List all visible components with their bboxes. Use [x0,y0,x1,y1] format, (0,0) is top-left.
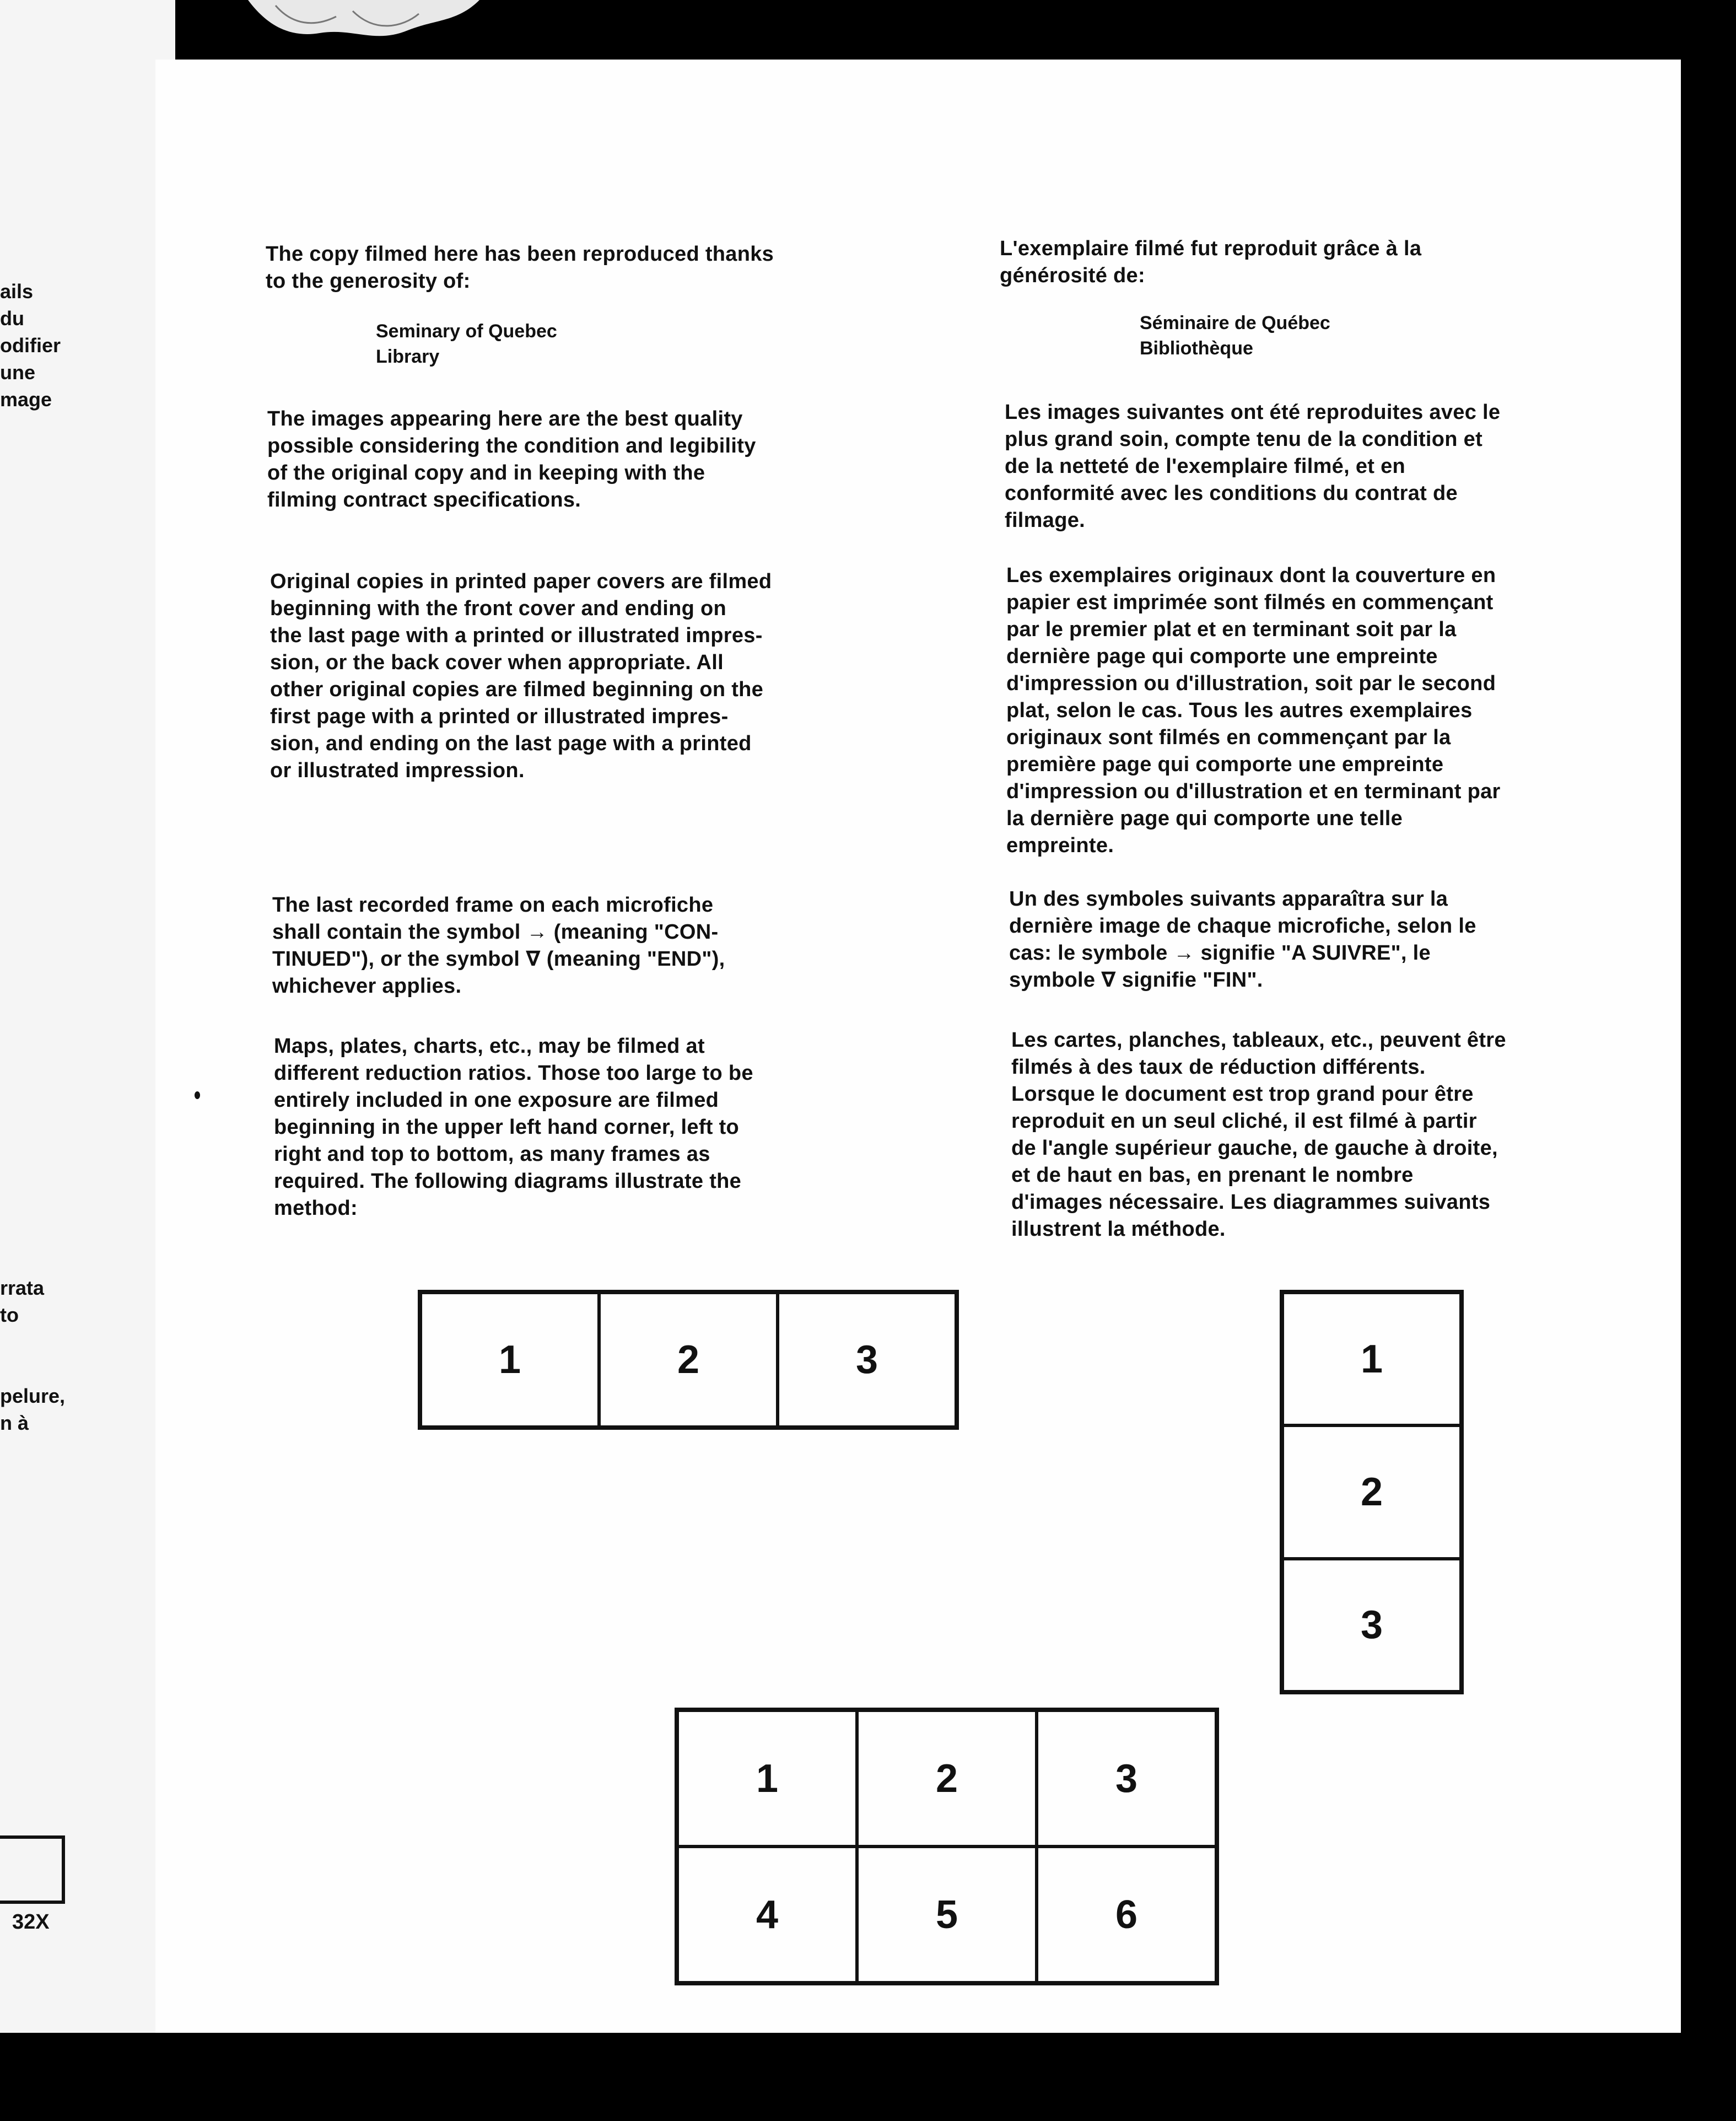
text-line: Les exemplaires originaux dont la couverture en [1006,564,1496,587]
text-line: originaux sont filmés en commençant par la [1006,726,1451,749]
text-line: d'impression ou d'illustration, soit par le second [1006,672,1496,695]
text-line: possible considering the condition and legibility [267,434,756,457]
frame-cell: 4 [677,1847,857,1983]
text-line: de la netteté de l'exemplaire filmé, et en [1005,455,1406,478]
text-line: plat, selon le cas. Tous les autres exemplaires [1006,699,1473,722]
reduction-box [0,1835,65,1904]
left-fragment: n à [0,1412,29,1434]
left-fragment: rrata [0,1277,45,1299]
text-line: Les images suivantes ont été reproduites avec le [1005,401,1501,424]
text-line: method: [274,1197,358,1220]
diagram-grid [675,1708,1219,1985]
text-line: reproduit en un seul cliché, il est filmé à partir [1011,1110,1477,1133]
text-line: first page with a printed or illustrated impres- [270,705,729,728]
frame-cell: 3 [1037,1710,1216,1847]
text-line: different reduction ratios. Those too large to be [274,1062,753,1085]
text-line: to the generosity of: [266,270,471,293]
text-line: empreinte. [1006,834,1114,857]
text-line: et de haut en bas, en prenant le nombre [1011,1164,1414,1187]
text-line: beginning with the front cover and ending on [270,597,727,620]
frame-cell: 2 [1282,1425,1461,1558]
diagram-row [418,1290,959,1430]
left-fragment: une [0,361,36,384]
frame-cell: 5 [857,1847,1037,1983]
text-line: par le premier plat et en terminant soit par la [1006,618,1457,641]
text-line: right and top to bottom, as many frames as [274,1143,710,1166]
left-fragment: ails [0,280,34,303]
text-line: Original copies in printed paper covers are filmed [270,570,772,593]
text-line: other original copies are filmed beginning on the [270,678,764,701]
text-line: Library [376,346,440,367]
english-covers [270,568,772,784]
text-line: filmés à des taux de réduction différents. [1011,1056,1426,1079]
english-intro [266,241,774,295]
text-line: dernière page qui comporte une empreinte [1006,645,1438,668]
left-fragment: to [0,1304,19,1326]
frame-cell: 6 [1037,1847,1216,1983]
text-line: of the original copy and in keeping with the [267,461,705,485]
text-line: filming contract specifications. [267,488,581,512]
left-sheet [0,0,175,2033]
text-line: The images appearing here are the best quality [267,407,743,430]
french-source [1140,310,1330,361]
diagram-column [1280,1290,1464,1694]
text-line: cas: le symbole → signifie "A SUIVRE", le [1009,941,1431,965]
english-quality [267,406,756,514]
text-line: Lorsque le document est trop grand pour être [1011,1083,1474,1106]
text-line: beginning in the upper left hand corner, left to [274,1116,740,1139]
text-line: symbole ∇ signifie "FIN". [1009,968,1263,992]
text-line: la dernière page qui comporte une telle [1006,807,1403,830]
left-fragment: du [0,307,24,330]
text-line: générosité de: [1000,264,1145,287]
text-line: entirely included in one exposure are filmed [274,1089,719,1112]
text-line: Seminary of Quebec [376,321,557,342]
frame-cell: 2 [599,1293,778,1427]
text-line: Les cartes, planches, tableaux, etc., peuvent être [1011,1029,1506,1052]
stray-mark [195,1091,200,1099]
text-line: Bibliothèque [1140,338,1253,359]
text-line: première page qui comporte une empreinte [1006,753,1444,776]
left-fragment: pelure, [0,1385,66,1407]
text-line: papier est imprimée sont filmés en commençant [1006,591,1494,614]
text-line: or illustrated impression. [270,759,525,782]
text-line: Maps, plates, charts, etc., may be filmed at [274,1035,705,1058]
text-line: dernière image de chaque microfiche, selon le [1009,914,1476,938]
french-covers [1006,562,1501,859]
text-line: conformité avec les conditions du contrat de [1005,482,1458,505]
text-line: sion, and ending on the last page with a printed [270,732,752,755]
frame-cell: 3 [778,1293,956,1427]
frame-cell: 1 [1282,1293,1461,1425]
reduction-label: 32X [12,1910,50,1934]
text-line: required. The following diagrams illustrate the [274,1170,742,1193]
left-fragment: odifier [0,334,61,357]
french-quality [1005,399,1500,534]
french-symbols [1009,886,1476,994]
text-line: filmage. [1005,509,1085,532]
text-line: Séminaire de Québec [1140,313,1330,333]
text-line: whichever applies. [272,975,462,998]
frame-cell: 1 [420,1293,599,1427]
text-line: The copy filmed here has been reproduced thanks [266,243,774,266]
frame-cell: 1 [677,1710,857,1847]
paper-scrap [242,0,485,50]
french-intro [1000,235,1421,289]
english-source [376,319,557,369]
text-line: L'exemplaire filmé fut reproduit grâce à la [1000,237,1422,260]
text-line: shall contain the symbol → (meaning "CON- [272,920,719,944]
text-line: The last recorded frame on each microfiche [272,893,714,917]
text-line: TINUED"), or the symbol ∇ (meaning "END"), [272,948,725,971]
text-line: the last page with a printed or illustrated impres- [270,624,763,647]
english-maps [274,1033,753,1222]
text-line: plus grand soin, compte tenu de la condition et [1005,428,1483,451]
left-fragment: mage [0,388,52,411]
text-line: illustrent la méthode. [1011,1218,1226,1241]
french-maps [1011,1027,1506,1243]
text-line: de l'angle supérieur gauche, de gauche à droite, [1011,1137,1498,1160]
text-line: d'impression ou d'illustration et en terminant par [1006,780,1501,803]
text-line: d'images nécessaire. Les diagrammes suivants [1011,1191,1491,1214]
frame-cell: 2 [857,1710,1037,1847]
text-line: sion, or the back cover when appropriate. All [270,651,724,674]
frame-cell: 3 [1282,1559,1461,1692]
text-line: Un des symboles suivants apparaîtra sur la [1009,887,1448,911]
english-symbols [272,892,725,1000]
